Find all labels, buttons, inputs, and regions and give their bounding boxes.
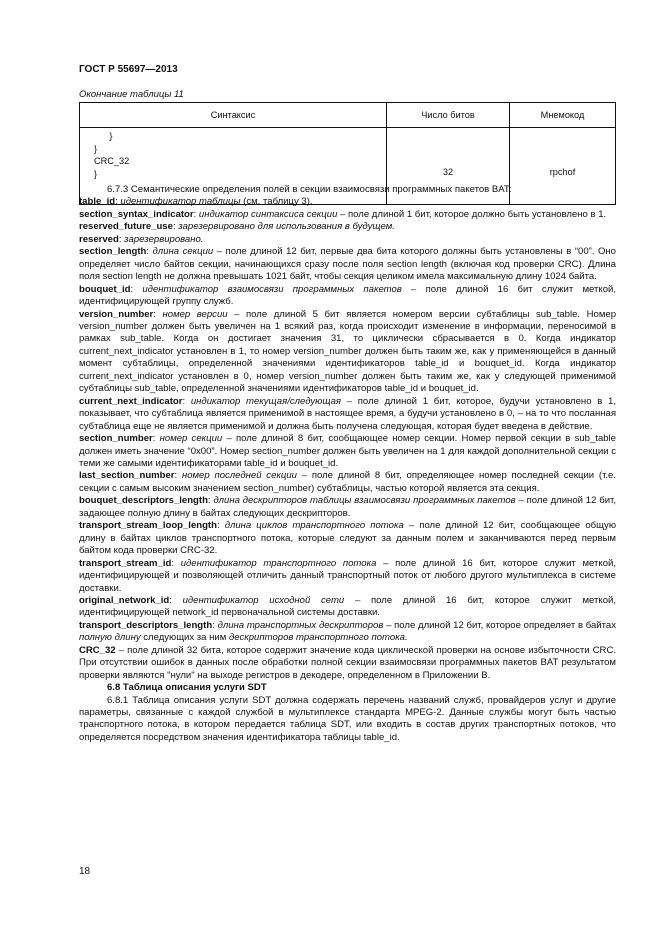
field-name: last_section_number bbox=[79, 470, 175, 482]
text-segment: : bbox=[212, 619, 218, 631]
field-description: номер версии bbox=[162, 308, 228, 320]
field-definition bbox=[79, 396, 616, 433]
field-description: идентификатор транспортного потока bbox=[180, 557, 377, 569]
text-segment: – поле длиной 8 бит, определяющее номер последней секции (т.е. секции с самым высоким значением section_number) субтаблицы, частью которой является эта секция. bbox=[79, 470, 616, 494]
text-segment: (см. таблицу 3). bbox=[240, 196, 313, 208]
text-segment: – поле длиной 12 бит, первые два бита которого должны быть установлены в “00”. Оно определяет число байтов секции, начинающихся сразу после поля section length (включая код проверки CRC). Длина поля section length не должна превышать 1021 байт, чтобы секция целиком имела максимальную длину 1024 байта. bbox=[79, 246, 616, 283]
field-definition bbox=[79, 520, 616, 557]
text-segment: – поле длиной 32 бита, которое содержит значение кода циклической проверки на основе избыточности CRC. При отсутствии ошибок в данных после обработки полной секции взаимосвязи программных пакетов BAT результатом проверки являются "нули" на выходе регистров в декодере, определенном в Приложении B. bbox=[79, 644, 616, 681]
field-description: длина транспортных дескрипторов bbox=[217, 619, 384, 631]
mnemonic-value: rpchof bbox=[549, 167, 576, 177]
text-segment: – поле длиной 12 бит, которое определяет в байтах bbox=[383, 619, 616, 631]
field-description: зарезервировано для использования в будущем. bbox=[178, 221, 395, 233]
field-definition bbox=[79, 196, 616, 208]
text-segment: : bbox=[153, 308, 163, 320]
field-description: индикатор текущая/следующая bbox=[190, 395, 341, 407]
table-header-row bbox=[80, 103, 616, 128]
text-segment: – поле длиной 12 бит, сообщающее общую длину в байтах циклов транспортного потока, которые следуют за данным полем и заканчиваются перед первым байтом кода проверки CRC-32. bbox=[79, 520, 616, 557]
field-definition bbox=[79, 284, 616, 309]
field-name: table_id bbox=[79, 196, 116, 208]
field-description: полную длину bbox=[79, 632, 141, 644]
field-name: version_number bbox=[79, 308, 154, 320]
field-definition bbox=[79, 234, 616, 246]
field-name: reserved_future_use bbox=[79, 221, 173, 233]
text-segment: – поле длиной 16 бит, которое служит меткой, идентифицирующей и позволяющей отличить данный транспортный поток от любого другого мультиплекса в системе доставки. bbox=[79, 557, 616, 594]
text-segment: – поле длиной 16 бит, которое служит меткой, идентифицирующей network_id первоначальной системы доставки. bbox=[79, 594, 616, 619]
field-name: bouquet_descriptors_length bbox=[79, 495, 208, 507]
syntax-line: } bbox=[94, 168, 98, 179]
field-name: current_next_indicator bbox=[79, 395, 183, 407]
field-description: номер секции bbox=[159, 433, 223, 445]
text-segment: – поле длиной 16 бит служит меткой, идентифицирующей группу служб. bbox=[79, 283, 616, 308]
field-name: CRC_32 bbox=[79, 644, 116, 656]
text-segment: : bbox=[152, 433, 160, 445]
text-segment: 6.7.3 Семантические определения полей в секции взаимосвязи программных пакетов BAT: bbox=[107, 184, 512, 195]
field-definition bbox=[79, 246, 616, 283]
field-name: section_syntax_indicator bbox=[79, 208, 194, 220]
field-name: transport_descriptors_length bbox=[79, 619, 213, 631]
text-segment: : bbox=[171, 557, 181, 569]
text-segment: : bbox=[169, 594, 183, 606]
field-definition bbox=[79, 221, 616, 233]
field-description: номер последней секции bbox=[181, 470, 297, 482]
field-name: transport_stream_loop_length bbox=[79, 520, 217, 532]
field-description: длина дескрипторов таблицы взаимосвязи программных пакетов bbox=[213, 495, 516, 507]
syntax-line: } bbox=[94, 143, 98, 154]
field-definition bbox=[79, 309, 616, 396]
text-segment: : bbox=[146, 246, 153, 258]
field-description: зарезервировано. bbox=[124, 233, 204, 245]
field-name: section_length bbox=[79, 246, 147, 258]
text-segment: – поле длиной 8 бит, сообщающее номер секции. Номер первой секции в sub_table должен иметь значение “0x00”. Номер section_number должен быть увеличен на 1 для каждой дополнительной секции с теми же самыми идентификаторами table_id и bouquet_id. bbox=[79, 433, 616, 469]
field-definition bbox=[79, 495, 616, 520]
text-segment: : bbox=[216, 520, 225, 532]
field-name: bouquet_id bbox=[79, 283, 131, 295]
page-number: 18 bbox=[79, 866, 91, 877]
text-segment: : bbox=[207, 495, 214, 507]
text-segment: – поле длиной 5 бит является номером версии субтаблицы sub_table. Номер version_number должен быть увеличен на 1 всякий раз, когда происходит изменение в информации, переносимой в рамках sub_table. Когда он достигает значения 31, то циклически сбрасывается в 0. Когда индикатор current_next_indicator установлен в 1, то номер version_number должен быть таким же, как у применяющейся в данный момент субтаблицы, определенной значениями идентификаторов table_id и bouquet_id. Когда индикатор current_next_indicator установлен в 0, номер version_number должен быть таким же, как у следующей применимой субтаблицы sub_table, определенной значениями идентификаторов table_id и bouquet_id. bbox=[79, 308, 617, 395]
text-segment: следующих за ним bbox=[140, 632, 229, 644]
text-segment: – поле длиной 1 бит, которое должно быть установлено в 1. bbox=[337, 208, 607, 220]
field-description: идентификатор исходной сети bbox=[182, 594, 345, 606]
field-definition bbox=[79, 645, 616, 682]
syntax-line: CRC_32 bbox=[94, 156, 130, 167]
text-segment: : bbox=[172, 221, 179, 233]
field-definition bbox=[79, 558, 616, 595]
text-segment: – поле длиной 12 бит, задающее полную длину в байтах следующих дескрипторов. bbox=[79, 495, 617, 519]
section-heading bbox=[79, 682, 616, 694]
text-segment: : bbox=[193, 208, 199, 220]
text-segment: 6.8.1 Таблица описания услуги SDT должна содержать перечень названий служб, провайдеров услуг и другие параметры, связанные с каждой службой в мультиплексе стандарта MPEG-2. Данные службы могут быть частью транспортного потока, в котором передается таблица SDT, или входить в состав других транспортных потоков, что определяется посредством значения идентификатора таблицы table_id. bbox=[79, 694, 616, 743]
bits-value: 32 bbox=[442, 167, 454, 177]
field-definition bbox=[79, 470, 616, 495]
field-name: original_network_id bbox=[79, 594, 170, 606]
document-header: ГОСТ Р 55697—2013 bbox=[79, 64, 178, 75]
paragraph bbox=[79, 184, 616, 196]
field-definition bbox=[79, 595, 616, 620]
column-header-mnemonic: Мнемокод bbox=[510, 103, 616, 128]
column-header-bits: Число битов bbox=[387, 103, 510, 128]
field-definition bbox=[79, 620, 616, 645]
field-description: индикатор синтаксиса секции bbox=[198, 208, 338, 220]
field-description: идентификатор взаимосвязи программных пакетов bbox=[142, 283, 402, 295]
field-name: reserved bbox=[79, 233, 119, 245]
field-description: длина циклов транспортного потока bbox=[224, 520, 404, 532]
text-segment: : bbox=[182, 395, 191, 407]
field-definition bbox=[79, 209, 616, 221]
field-description: идентификатор таблицы bbox=[120, 196, 241, 208]
text-segment: : bbox=[174, 470, 182, 482]
field-name: section_number bbox=[79, 433, 153, 445]
text-segment: : bbox=[130, 283, 143, 295]
text-segment: : bbox=[115, 196, 121, 208]
text-segment: : bbox=[118, 233, 125, 245]
field-name: 6.8 Таблица описания услуги SDT bbox=[107, 682, 267, 694]
text-segment: – поле длиной 1 бит, которое, будучи установлено в 1, показывает, что субтаблица является применимой в настоящее время, а будучи установлено в 0, – на то что посланная субтаблица еще не является применимой и должна быть получена следующая, которая будет введена в действие. bbox=[79, 395, 616, 432]
table-caption: Окончание таблицы 11 bbox=[79, 89, 184, 100]
paragraph bbox=[79, 695, 616, 745]
field-name: transport_stream_id bbox=[79, 557, 172, 569]
column-header-syntax: Синтаксис bbox=[80, 103, 387, 128]
field-definition bbox=[79, 433, 616, 470]
syntax-line: } bbox=[94, 131, 113, 141]
field-description: длина секции bbox=[152, 246, 214, 258]
body-text bbox=[79, 184, 616, 744]
field-description: дескрипторов транспортного потока. bbox=[228, 632, 408, 644]
